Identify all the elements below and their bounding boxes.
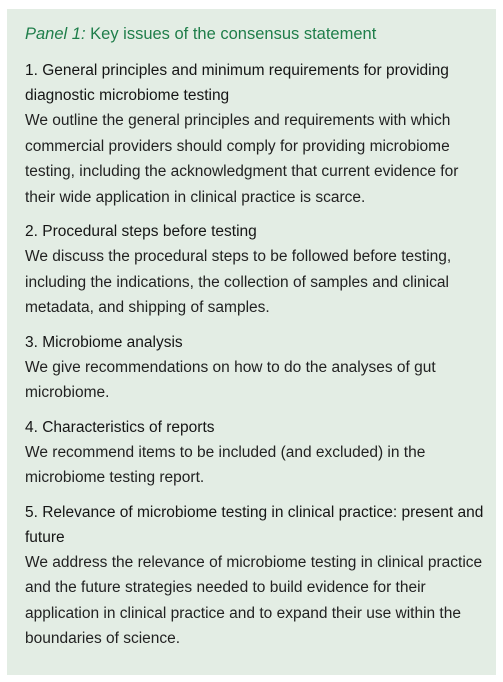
section-report-characteristics <box>25 415 488 491</box>
consensus-panel <box>7 9 496 675</box>
panel-title-text: Key issues of the consensus statement <box>85 25 377 43</box>
panel-title <box>25 23 488 45</box>
section-body: We recommend items to be included (and excluded) in the microbiome testing report. <box>25 443 426 486</box>
section-body: We discuss the procedural steps to be followed before testing, including the indications, the collection of samples and clinical metadata, and shipping of samples. <box>25 248 452 316</box>
section-general-principles <box>25 58 488 210</box>
section-heading: 5. Relevance of microbiome testing in clinical practice: present and future <box>25 503 484 546</box>
section-microbiome-analysis <box>25 330 488 406</box>
section-heading: 2. Procedural steps before testing <box>25 223 257 240</box>
panel-label: Panel 1: <box>25 25 86 43</box>
section-body: We outline the general principles and requirements with which commercial providers should comply for providing microbiome testing, including the acknowledgment that current evidence for their wide application in clinical practice is scarce. <box>25 112 459 206</box>
section-clinical-relevance <box>25 500 488 652</box>
section-procedural-steps <box>25 219 488 321</box>
section-heading: 3. Microbiome analysis <box>25 333 183 351</box>
section-body: We address the relevance of microbiome testing in clinical practice and the future strategies needed to build evidence for their application in clinical practice and to expand their use within the boundaries of science. <box>25 553 483 647</box>
section-heading: 4. Characteristics of reports <box>25 418 215 436</box>
section-body: We give recommendations on how to do the analyses of gut microbiome. <box>25 358 436 401</box>
section-heading: 1. General principles and minimum requirements for providing diagnostic microbiome testing <box>25 62 449 104</box>
